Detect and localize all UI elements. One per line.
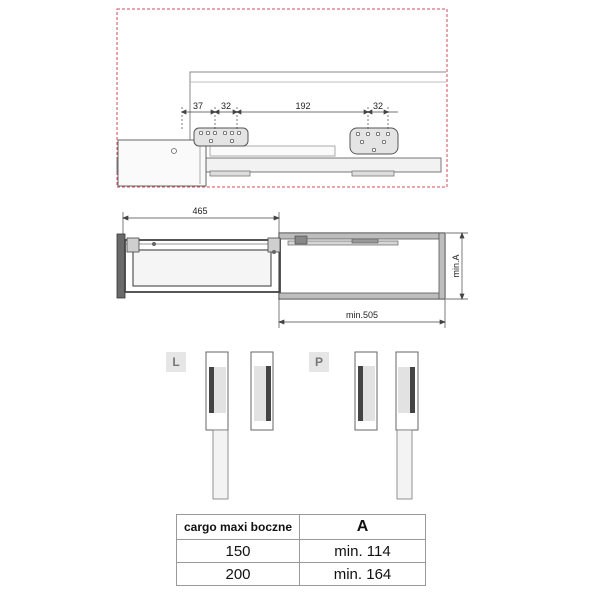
side-view xyxy=(117,206,468,328)
variants xyxy=(166,352,418,499)
table-cell: 200 xyxy=(177,563,300,586)
table-cell: 150 xyxy=(177,540,300,563)
table-row xyxy=(177,540,426,563)
table-cell: min. 164 xyxy=(300,563,426,586)
dimension-32-right: 32 xyxy=(372,101,384,111)
table-cell: min. 114 xyxy=(300,540,426,563)
dimension-min-505: min.505 xyxy=(345,310,379,320)
left-variant-tall xyxy=(206,352,228,499)
table-row xyxy=(177,563,426,586)
right-variant-label: P xyxy=(314,355,324,369)
left-variant-label: L xyxy=(172,355,180,369)
top-view xyxy=(117,9,447,187)
table-header-row xyxy=(177,515,426,540)
right-variant-short xyxy=(355,352,377,430)
right-bracket xyxy=(350,128,398,154)
dimension-37: 37 xyxy=(192,101,204,111)
drawer-front xyxy=(117,234,125,298)
spec-table xyxy=(176,514,426,586)
dimension-192: 192 xyxy=(295,101,311,111)
top-dimension-chain xyxy=(182,107,398,130)
left-bracket xyxy=(194,128,248,146)
left-variant-short xyxy=(251,352,273,430)
dimension-min-a: min.A xyxy=(451,254,461,278)
front-panel xyxy=(118,140,206,186)
dimension-465: 465 xyxy=(192,206,208,216)
right-variant-tall xyxy=(396,352,418,499)
dimension-32-left: 32 xyxy=(220,101,232,111)
table-header-cell: cargo maxi boczne xyxy=(177,515,300,540)
table-header-cell: A xyxy=(300,515,426,540)
